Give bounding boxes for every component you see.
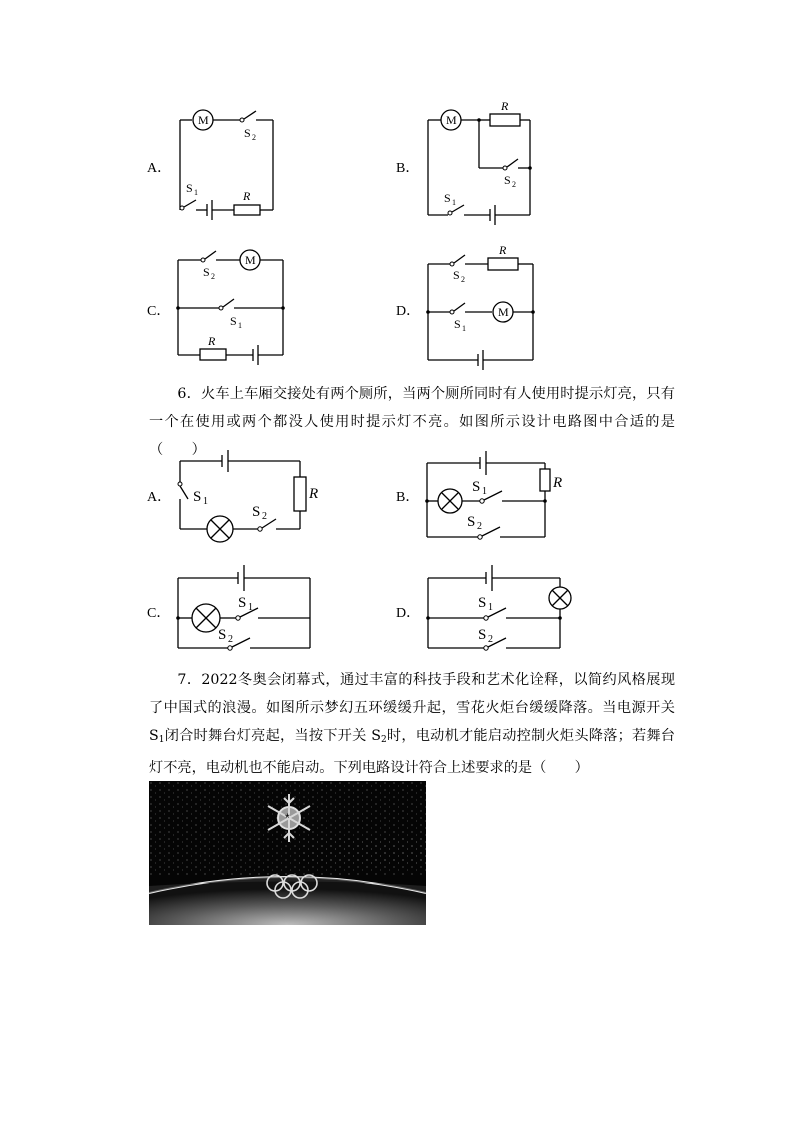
q7-stem: 7．2022冬奥会闭幕式，通过丰富的科技手段和艺术化诠释，以简约风格展现了中国式的浪漫。如图所示梦幻五环缓缓升起，雪花火炬台缓缓降落。当电源开关 $S_1$闭合时舞台灯亮起，当按下开关 $S_2$时，电动机才能启动控制火炬头降落；若舞台灯不亮，电动机也不能启动。下列电路设计符合上述要求的是（ ）	[149, 672, 676, 776]
svg-text:1: 1	[248, 602, 253, 613]
q6-option-b-label: B．	[396, 490, 420, 505]
svg-text:1: 1	[194, 188, 198, 197]
svg-text:2: 2	[512, 180, 516, 189]
svg-text:R: R	[553, 475, 563, 491]
svg-text:1: 1	[238, 321, 242, 330]
svg-text:M: M	[245, 253, 256, 267]
svg-text:2: 2	[477, 521, 482, 532]
svg-text:S: S	[454, 317, 461, 331]
closing-ceremony-photo	[149, 781, 426, 925]
q5-option-d-label: D．	[396, 304, 421, 319]
svg-text:S: S	[453, 268, 460, 282]
q6-circuit-c	[170, 560, 320, 660]
svg-text:R: R	[501, 99, 509, 113]
q5-circuit-b	[420, 98, 545, 223]
svg-text:S: S	[504, 173, 511, 187]
svg-text:R: R	[243, 189, 251, 203]
svg-text:S: S	[467, 514, 476, 530]
svg-text:2: 2	[252, 133, 256, 142]
svg-text:S: S	[238, 595, 247, 611]
svg-text:1: 1	[488, 602, 493, 613]
q5-circuit-c	[170, 245, 290, 360]
ceremony-scene	[149, 781, 426, 925]
svg-text:1: 1	[462, 324, 466, 333]
svg-text:1: 1	[452, 198, 456, 207]
svg-text:S: S	[218, 627, 227, 643]
q6-stem: 6．火车上车厢交接处有两个厕所，当两个厕所同时有人使用时提示灯亮，只有一个在使用或两个都没人使用时提示灯不亮。如图所示设计电路图中合适的是（ ）	[149, 386, 675, 458]
q6-circuit-d	[420, 560, 580, 660]
q6-option-c-label: C．	[147, 606, 171, 621]
resistor-symbol	[294, 477, 306, 511]
q6-circuit-b	[420, 445, 575, 545]
svg-text:R: R	[499, 243, 507, 257]
q6-circuit-a	[170, 445, 320, 550]
resistor-symbol	[490, 114, 520, 126]
svg-text:2: 2	[262, 511, 267, 522]
svg-text:S: S	[203, 265, 210, 279]
q5-option-b-label: B．	[396, 161, 420, 176]
svg-text:S: S	[472, 479, 481, 495]
svg-text:S: S	[478, 595, 487, 611]
q6-option-d-label: D．	[396, 606, 421, 621]
svg-text:*: *	[285, 811, 290, 825]
svg-text:M: M	[498, 305, 509, 319]
q5-option-c-label: C．	[147, 304, 171, 319]
s2-label: S	[244, 126, 251, 140]
svg-text:M: M	[446, 113, 457, 127]
q5-option-a-label: A．	[147, 161, 172, 176]
resistor-symbol	[540, 469, 550, 491]
svg-text:S: S	[230, 314, 237, 328]
resistor-symbol	[200, 349, 226, 360]
svg-text:S: S	[478, 627, 487, 643]
s1-label: S	[186, 181, 193, 195]
resistor-symbol	[488, 258, 518, 270]
svg-text:S: S	[444, 191, 451, 205]
motor-label: M	[198, 113, 209, 127]
svg-text:2: 2	[488, 634, 493, 645]
q5-circuit-d	[420, 242, 545, 372]
svg-text:2: 2	[211, 272, 215, 281]
q6-option-a-label: A．	[147, 490, 172, 505]
resistor-symbol	[234, 205, 260, 215]
svg-text:R: R	[309, 486, 319, 502]
svg-text:1: 1	[203, 496, 208, 507]
svg-text:S: S	[193, 489, 202, 505]
svg-text:2: 2	[228, 634, 233, 645]
svg-text:R: R	[208, 334, 216, 348]
svg-text:S: S	[252, 504, 261, 520]
svg-text:1: 1	[482, 486, 487, 497]
svg-text:2: 2	[461, 275, 465, 284]
q5-circuit-a	[170, 100, 290, 225]
